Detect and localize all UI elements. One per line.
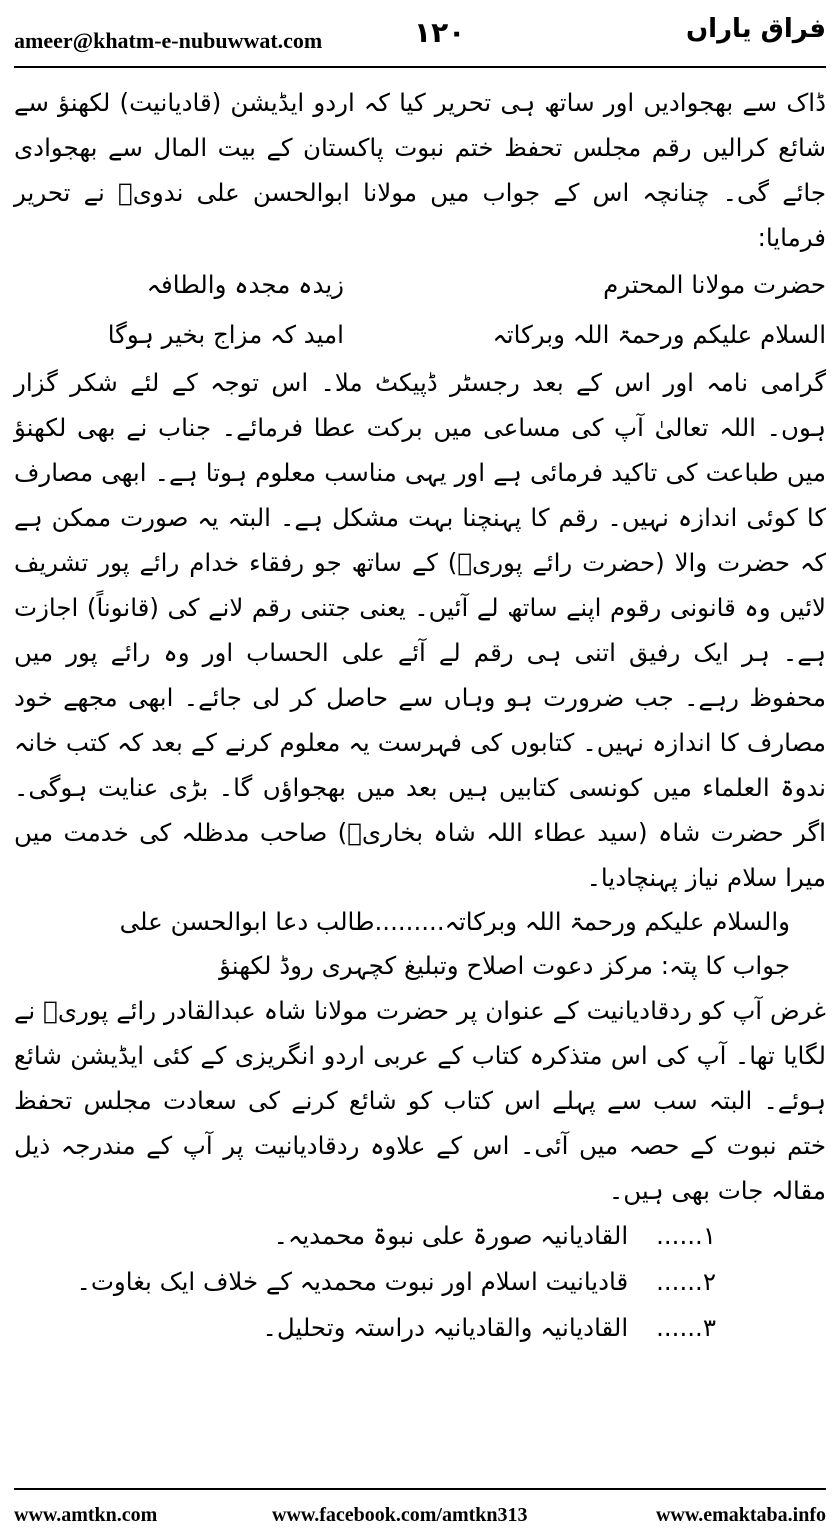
letter-closing: والسلام علیکم ورحمۃ اللہ وبرکاتہ.........طالب دعا ابوالحسن علی [119,907,790,936]
list-item-number: ۱...... [656,1221,716,1250]
paragraph-summary: غرض آپ کو ردقادیانیت کے عنوان پر حضرت مولانا شاہ عبدالقادر رائے پوریؒ نے لگایا تھا۔ آپ کی اس متذکرہ کتاب کے عربی اردو انگریزی کے کئی ایڈیشن شائع ہوئے۔ البتہ سب سے پہلے اس کتاب کو شائع کرنے کی سعادت مجلس تحفظ ختم نبوت کے حصہ میں آئی۔ اس کے علاوہ ردقادیانیت پر آپ کے مندرجہ ذیل مقالہ جات بھی ہیں۔ [14,996,826,1205]
salutation-row-1 [14,260,826,310]
paragraph-letter: گرامی نامہ اور اس کے بعد رجسٹر ڈپیکٹ ملا۔ اس توجہ کے لئے شکر گزار ہوں۔ اللہ تعالیٰ آپ کی مساعی میں برکت عطا فرمائے۔ جناب نے بھی لکھنؤ میں طباعت کی تاکید فرمائی ہے اور یہی مناسب معلوم ہوتا ہے۔ ابھی مصارف کا کوئی اندازہ نہیں۔ رقم کا پہنچنا بہت مشکل ہے۔ البتہ یہ صورت ممکن ہے کہ حضرت والا (حضرت رائے پوریؒ) کے ساتھ جو رفقاء خدام رائے پور تشریف لائیں وہ قانونی رقوم اپنے ساتھ لے آئیں۔ یعنی جتنی رقم لانے کی (قانوناً) اجازت ہے۔ ہر ایک رفیق اتنی ہی رقم لے آئے علی الحساب اور وہ رائے پور میں محفوظ رہے۔ جب ضرورت ہو وہاں سے حاصل کر لی جائے۔ ابھی مجھے خود مصارف کا اندازہ نہیں۔ کتابوں کی فہرست یہ معلوم کرنے کے بعد کہ کتب خانہ ندوۃ العلماء میں کونسی کتابیں ہیں بعد میں بھجواؤں گا۔ بڑی عنایت ہوگی۔ اگر حضرت شاہ (سید عطاء اللہ شاہ بخاریؒ) صاحب مدظلہ کی خدمت میں میرا سلام نیاز پہنچادیا۔ [14,368,826,892]
footer-link-facebook[interactable]: www.facebook.com/amtkn313 [272,1504,528,1526]
list-item-number: ۳...... [656,1313,716,1342]
salutation-address: حضرت مولانا المحترم [603,270,826,299]
salutation-greeting: السلام علیکم ورحمۃ اللہ وبرکاتہ [492,320,826,349]
page-body [14,80,826,1351]
page-footer [14,1500,826,1530]
footer-link-emaktaba[interactable]: www.emaktaba.info [655,1504,826,1526]
list-item [14,1305,826,1351]
footer-divider [14,1488,826,1490]
salutation-row-2 [14,310,826,360]
footer-link-amtkn[interactable]: www.amtkn.com [14,1504,158,1526]
list-item [14,1259,826,1305]
page-number: ۱۲۰ [414,16,466,49]
salutation-wish: امید کہ مزاج بخیر ہوگا [107,320,344,349]
reply-address: جواب کا پتہ: مرکز دعوت اصلاح وتبلیغ کچہری روڈ لکھنؤ [219,951,790,980]
list-item [14,1213,826,1259]
list-item-text: قادیانیت اسلام اور نبوت محمدیہ کے خلاف ایک بغاوت۔ [76,1267,629,1296]
paragraph-intro: ڈاک سے بھجوادیں اور ساتھ ہی تحریر کیا کہ اردو ایڈیشن (قادیانیت) لکھنؤ سے شائع کرالیں رقم مجلس تحفظ ختم نبوت پاکستان کے بیت المال سے بھجوادی جائے گی۔ چنانچہ اس کے جواب میں مولانا ابوالحسن علی ندویؒ نے تحریر فرمایا: [14,88,826,252]
page-header [14,8,826,60]
list-item-text: القادیانیہ والقادیانیہ دراستہ وتحلیل۔ [262,1313,629,1342]
list-item-number: ۲...... [656,1267,716,1296]
header-divider [14,66,826,68]
list-item-text: القادیانیہ صورۃ علی نبوۃ محمدیہ۔ [273,1221,629,1250]
header-email: ameer@khatm-e-nubuwwat.com [14,28,323,53]
book-title: فراق یاراں [685,14,826,44]
salutation-honorific: زیدہ مجدہ والطافہ [146,270,344,299]
